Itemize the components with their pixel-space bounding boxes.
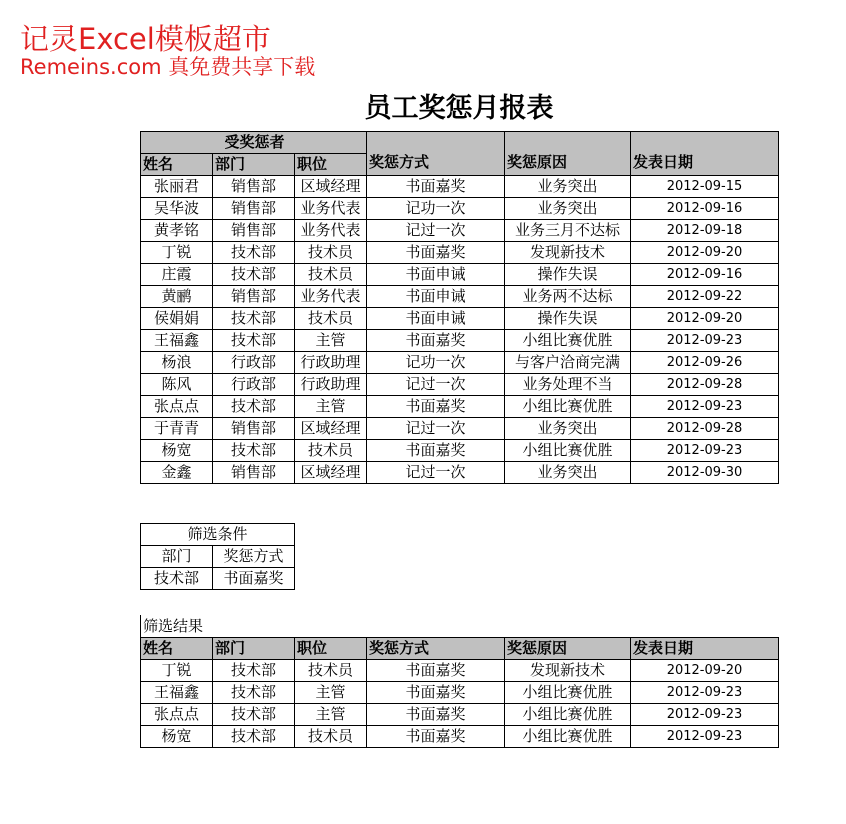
table-cell: 书面嘉奖 bbox=[367, 176, 505, 198]
table-cell: 销售部 bbox=[213, 462, 295, 484]
table-cell: 书面嘉奖 bbox=[367, 704, 505, 726]
table-cell: 区域经理 bbox=[295, 418, 367, 440]
result-table bbox=[140, 637, 779, 748]
table-cell: 小组比赛优胜 bbox=[505, 682, 631, 704]
table-cell: 王福鑫 bbox=[141, 330, 213, 352]
table-row bbox=[141, 330, 779, 352]
table-cell: 2012-09-15 bbox=[631, 176, 779, 198]
table-cell: 2012-09-20 bbox=[631, 660, 779, 682]
table-row bbox=[141, 682, 779, 704]
table-row bbox=[141, 308, 779, 330]
table-cell: 2012-09-28 bbox=[631, 374, 779, 396]
table-cell: 销售部 bbox=[213, 198, 295, 220]
table-cell: 书面嘉奖 bbox=[367, 682, 505, 704]
table-cell: 技术员 bbox=[295, 660, 367, 682]
column-header: 部门 bbox=[213, 154, 295, 176]
table-cell: 书面嘉奖 bbox=[367, 660, 505, 682]
table-cell: 主管 bbox=[295, 396, 367, 418]
column-header: 姓名 bbox=[141, 638, 213, 660]
table-row bbox=[141, 704, 779, 726]
table-cell: 2012-09-18 bbox=[631, 220, 779, 242]
table-cell: 记过一次 bbox=[367, 418, 505, 440]
table-cell: 杨浪 bbox=[141, 352, 213, 374]
table-cell: 记功一次 bbox=[367, 198, 505, 220]
table-cell: 发现新技术 bbox=[505, 660, 631, 682]
table-cell: 技术部 bbox=[213, 682, 295, 704]
table-cell: 技术部 bbox=[213, 440, 295, 462]
table-cell: 业务三月不达标 bbox=[505, 220, 631, 242]
table-cell: 书面申诫 bbox=[367, 286, 505, 308]
table-cell: 小组比赛优胜 bbox=[505, 726, 631, 748]
table-cell: 行政助理 bbox=[295, 374, 367, 396]
table-cell: 记过一次 bbox=[367, 220, 505, 242]
table-cell: 技术部 bbox=[213, 308, 295, 330]
group-header: 受奖惩者 bbox=[141, 132, 367, 154]
table-cell: 书面申诫 bbox=[367, 308, 505, 330]
table-cell: 业务突出 bbox=[505, 176, 631, 198]
column-header: 奖惩原因 bbox=[505, 132, 631, 176]
table-cell: 行政助理 bbox=[295, 352, 367, 374]
table-cell: 于青青 bbox=[141, 418, 213, 440]
table-cell: 2012-09-23 bbox=[631, 440, 779, 462]
table-cell: 销售部 bbox=[213, 220, 295, 242]
table-cell: 业务代表 bbox=[295, 286, 367, 308]
table-cell: 记过一次 bbox=[367, 374, 505, 396]
table-cell: 技术员 bbox=[295, 264, 367, 286]
table-cell: 王福鑫 bbox=[141, 682, 213, 704]
table-row bbox=[141, 462, 779, 484]
watermark-title: 记灵Excel模板超市 bbox=[20, 22, 271, 56]
table-row bbox=[141, 374, 779, 396]
table-cell: 小组比赛优胜 bbox=[505, 330, 631, 352]
table-cell: 张点点 bbox=[141, 704, 213, 726]
main-table bbox=[140, 131, 779, 484]
table-cell: 销售部 bbox=[213, 176, 295, 198]
table-cell: 业务两不达标 bbox=[505, 286, 631, 308]
table-cell: 黄孝铭 bbox=[141, 220, 213, 242]
table-cell: 技术部 bbox=[213, 396, 295, 418]
table-cell: 操作失误 bbox=[505, 264, 631, 286]
table-cell: 记过一次 bbox=[367, 462, 505, 484]
table-cell: 2012-09-23 bbox=[631, 330, 779, 352]
table-cell: 业务处理不当 bbox=[505, 374, 631, 396]
table-cell: 记功一次 bbox=[367, 352, 505, 374]
table-cell: 丁锐 bbox=[141, 660, 213, 682]
table-cell: 陈风 bbox=[141, 374, 213, 396]
main-table-body bbox=[141, 176, 779, 484]
column-header: 奖惩原因 bbox=[505, 638, 631, 660]
table-cell: 行政部 bbox=[213, 352, 295, 374]
table-cell: 庄霞 bbox=[141, 264, 213, 286]
table-cell: 金鑫 bbox=[141, 462, 213, 484]
table-cell: 操作失误 bbox=[505, 308, 631, 330]
table-row bbox=[141, 176, 779, 198]
table-cell: 技术部 bbox=[213, 242, 295, 264]
table-cell: 2012-09-20 bbox=[631, 308, 779, 330]
table-cell: 业务代表 bbox=[295, 220, 367, 242]
table-row bbox=[141, 286, 779, 308]
criteria-header: 部门 bbox=[141, 546, 213, 568]
result-label: 筛选结果 bbox=[140, 615, 343, 637]
table-cell: 主管 bbox=[295, 682, 367, 704]
table-cell: 业务突出 bbox=[505, 418, 631, 440]
table-cell: 技术部 bbox=[213, 264, 295, 286]
table-cell: 杨宽 bbox=[141, 726, 213, 748]
table-cell: 技术部 bbox=[213, 660, 295, 682]
table-cell: 书面嘉奖 bbox=[367, 330, 505, 352]
table-cell: 技术部 bbox=[213, 726, 295, 748]
table-cell: 2012-09-16 bbox=[631, 198, 779, 220]
column-header: 奖惩方式 bbox=[367, 132, 505, 176]
table-row bbox=[141, 220, 779, 242]
table-cell: 2012-09-23 bbox=[631, 726, 779, 748]
table-row bbox=[141, 198, 779, 220]
table-row bbox=[141, 242, 779, 264]
table-cell: 2012-09-16 bbox=[631, 264, 779, 286]
table-cell: 行政部 bbox=[213, 374, 295, 396]
table-cell: 主管 bbox=[295, 330, 367, 352]
table-cell: 2012-09-20 bbox=[631, 242, 779, 264]
table-cell: 业务代表 bbox=[295, 198, 367, 220]
table-cell: 销售部 bbox=[213, 418, 295, 440]
watermark-subtitle: Remeins.com 真免费共享下载 bbox=[20, 55, 316, 79]
table-cell: 侯娟娟 bbox=[141, 308, 213, 330]
table-cell: 杨宽 bbox=[141, 440, 213, 462]
table-cell: 张丽君 bbox=[141, 176, 213, 198]
table-cell: 2012-09-23 bbox=[631, 396, 779, 418]
table-cell: 技术部 bbox=[213, 330, 295, 352]
table-cell: 2012-09-26 bbox=[631, 352, 779, 374]
table-cell: 书面嘉奖 bbox=[367, 726, 505, 748]
table-cell: 技术部 bbox=[213, 704, 295, 726]
table-row bbox=[141, 396, 779, 418]
table-cell: 主管 bbox=[295, 704, 367, 726]
table-cell: 2012-09-22 bbox=[631, 286, 779, 308]
table-cell: 书面嘉奖 bbox=[367, 440, 505, 462]
criteria-table bbox=[140, 523, 295, 590]
table-cell: 黄鹂 bbox=[141, 286, 213, 308]
column-header: 部门 bbox=[213, 638, 295, 660]
table-cell: 2012-09-28 bbox=[631, 418, 779, 440]
table-cell: 书面嘉奖 bbox=[367, 242, 505, 264]
table-cell: 2012-09-23 bbox=[631, 682, 779, 704]
table-cell: 技术员 bbox=[295, 726, 367, 748]
column-header: 奖惩方式 bbox=[367, 638, 505, 660]
criteria-header: 奖惩方式 bbox=[213, 546, 295, 568]
table-cell: 区域经理 bbox=[295, 176, 367, 198]
table-row bbox=[141, 418, 779, 440]
criteria-value: 技术部 bbox=[141, 568, 213, 590]
column-header: 发表日期 bbox=[631, 638, 779, 660]
table-cell: 技术员 bbox=[295, 440, 367, 462]
table-row bbox=[141, 660, 779, 682]
table-cell: 发现新技术 bbox=[505, 242, 631, 264]
table-cell: 区域经理 bbox=[295, 462, 367, 484]
table-cell: 丁锐 bbox=[141, 242, 213, 264]
table-cell: 与客户洽商完满 bbox=[505, 352, 631, 374]
column-header: 职位 bbox=[295, 154, 367, 176]
criteria-title: 筛选条件 bbox=[141, 524, 295, 546]
table-cell: 张点点 bbox=[141, 396, 213, 418]
table-cell: 小组比赛优胜 bbox=[505, 440, 631, 462]
table-cell: 小组比赛优胜 bbox=[505, 396, 631, 418]
table-cell: 书面申诫 bbox=[367, 264, 505, 286]
table-row bbox=[141, 440, 779, 462]
table-cell: 技术员 bbox=[295, 242, 367, 264]
table-cell: 业务突出 bbox=[505, 198, 631, 220]
table-cell: 技术员 bbox=[295, 308, 367, 330]
table-cell: 小组比赛优胜 bbox=[505, 704, 631, 726]
column-header: 发表日期 bbox=[631, 132, 779, 176]
table-cell: 销售部 bbox=[213, 286, 295, 308]
column-header: 职位 bbox=[295, 638, 367, 660]
page-title: 员工奖惩月报表 bbox=[364, 93, 554, 124]
column-header: 姓名 bbox=[141, 154, 213, 176]
table-cell: 吴华波 bbox=[141, 198, 213, 220]
table-cell: 业务突出 bbox=[505, 462, 631, 484]
result-table-body bbox=[141, 660, 779, 748]
table-row bbox=[141, 726, 779, 748]
criteria-value: 书面嘉奖 bbox=[213, 568, 295, 590]
table-cell: 2012-09-30 bbox=[631, 462, 779, 484]
table-row bbox=[141, 264, 779, 286]
table-cell: 书面嘉奖 bbox=[367, 396, 505, 418]
table-row bbox=[141, 352, 779, 374]
table-cell: 2012-09-23 bbox=[631, 704, 779, 726]
